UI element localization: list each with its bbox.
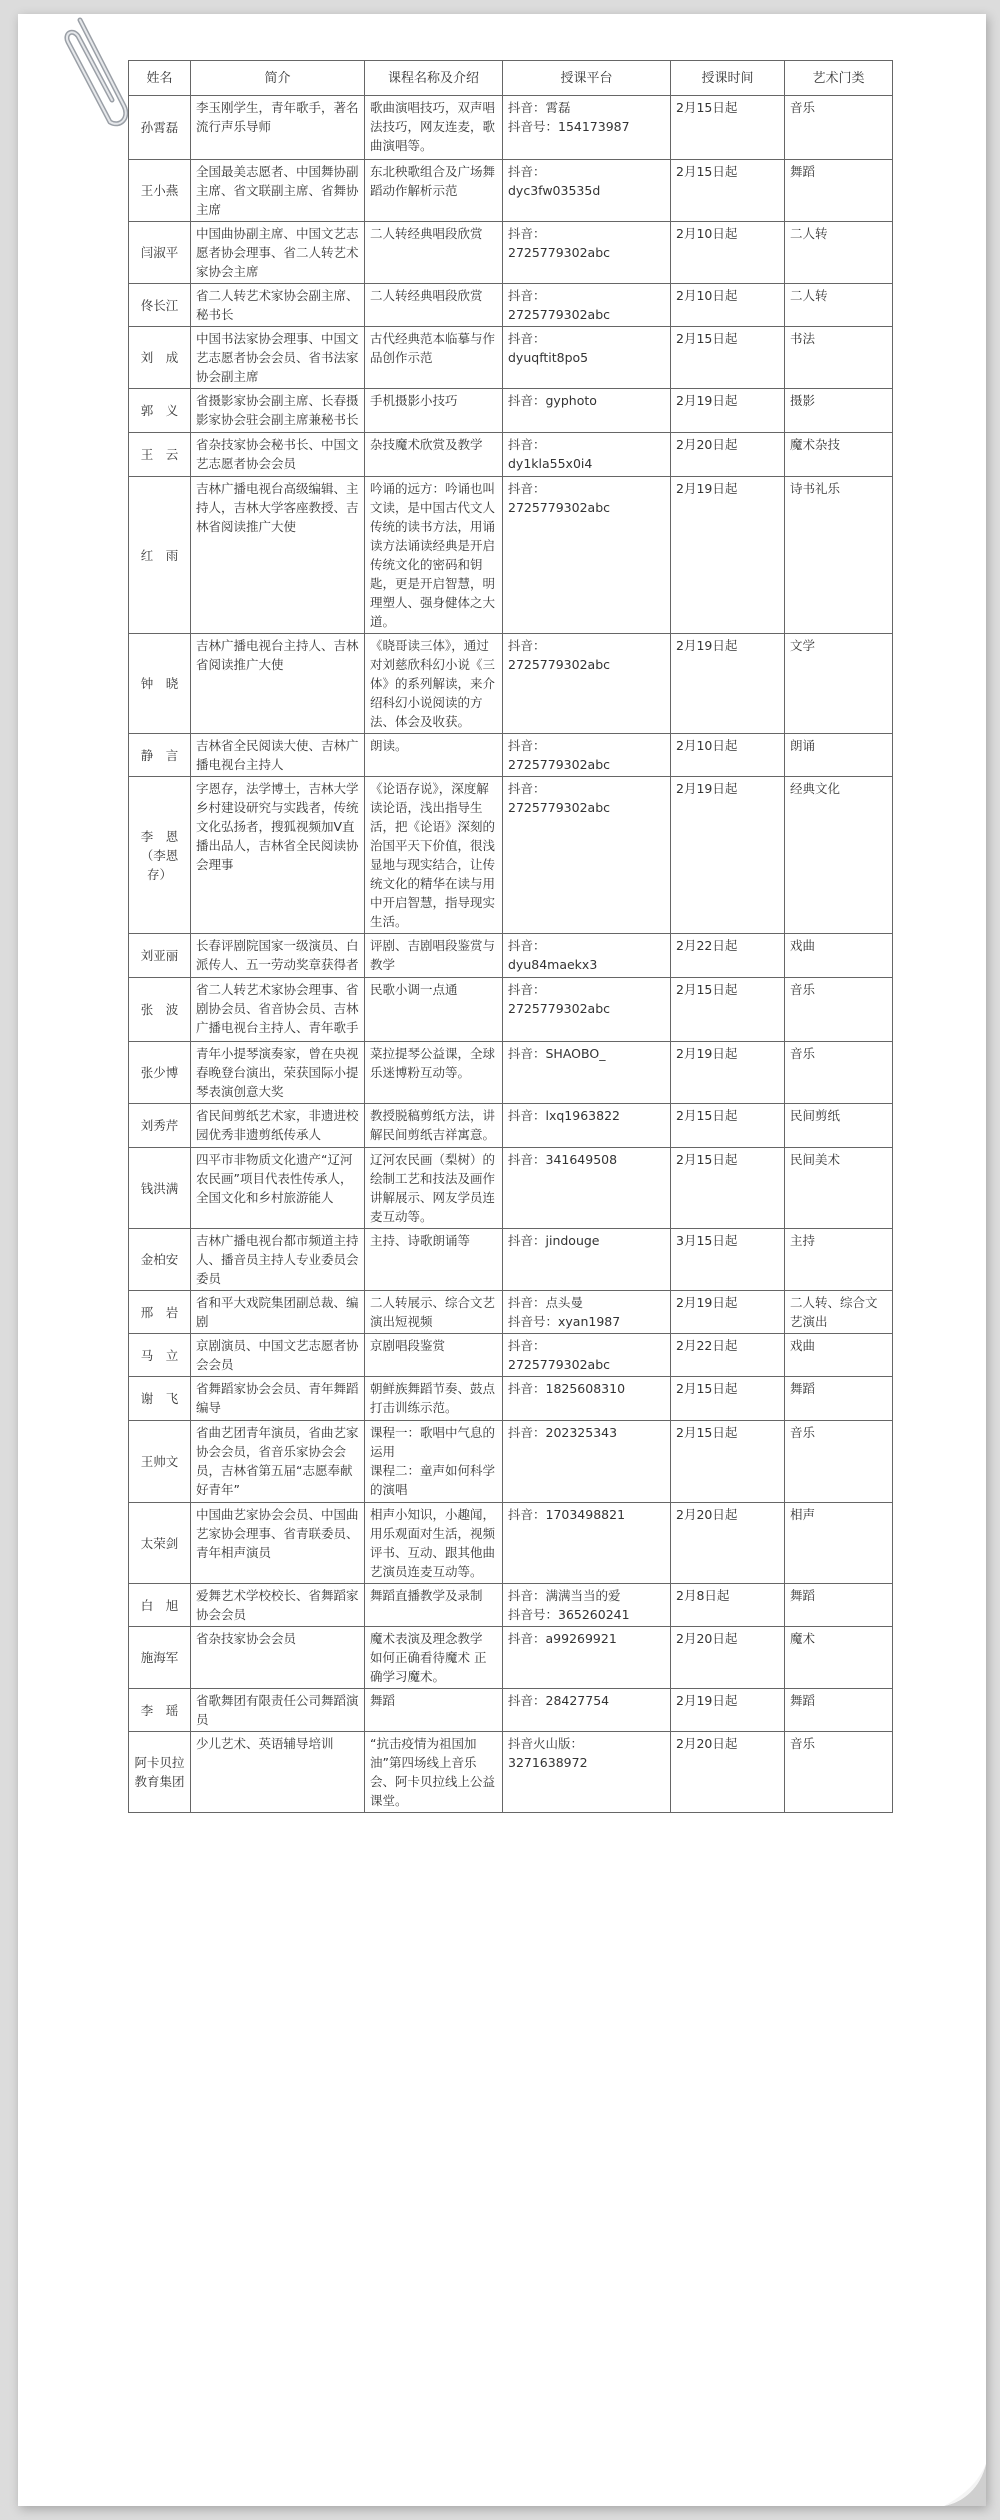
cell-category: 魔术杂技 xyxy=(785,433,893,477)
cell-course: 歌曲演唱技巧，双声唱法技巧，网友连麦，歌曲演唱等。 xyxy=(365,96,503,160)
cell-name: 王帅文 xyxy=(129,1421,191,1503)
table-body xyxy=(129,96,893,1813)
cell-category: 摄影 xyxy=(785,389,893,433)
cell-intro: 京剧演员、中国文艺志愿者协会会员 xyxy=(191,1334,365,1377)
cell-course: “抗击疫情为祖国加油”第四场线上音乐会、阿卡贝拉线上公益课堂。 xyxy=(365,1732,503,1813)
cell-course: 教授脱稿剪纸方法，讲解民间剪纸吉祥寓意。 xyxy=(365,1104,503,1148)
cell-intro: 少儿艺术、英语辅导培训 xyxy=(191,1732,365,1813)
cell-category: 民间美术 xyxy=(785,1148,893,1229)
cell-name: 静 言 xyxy=(129,734,191,777)
table-row xyxy=(129,1148,893,1229)
cell-intro: 中国书法家协会理事、中国文艺志愿者协会会员、省书法家协会副主席 xyxy=(191,327,365,389)
cell-time: 2月19日起 xyxy=(671,1042,785,1104)
cell-course: 京剧唱段鉴赏 xyxy=(365,1334,503,1377)
document-page xyxy=(18,14,986,2506)
cell-course: 朝鲜族舞蹈节奏、鼓点打击训练示范。 xyxy=(365,1377,503,1421)
table-row xyxy=(129,1689,893,1732)
cell-category: 音乐 xyxy=(785,1732,893,1813)
cell-name: 王小燕 xyxy=(129,160,191,222)
cell-course: 二人转经典唱段欣赏 xyxy=(365,222,503,284)
cell-name: 张少博 xyxy=(129,1042,191,1104)
table-row xyxy=(129,777,893,934)
page-curl-icon xyxy=(944,2464,986,2506)
paperclip-icon xyxy=(46,14,136,134)
cell-intro: 省歌舞团有限责任公司舞蹈演员 xyxy=(191,1689,365,1732)
cell-time: 2月20日起 xyxy=(671,433,785,477)
cell-category: 主持 xyxy=(785,1229,893,1291)
cell-platform: 抖音：202325343 xyxy=(503,1421,671,1503)
cell-course: 吟诵的远方：吟诵也叫文读，是中国古代文人传统的读书方法，用诵读方法诵读经典是开启传统文化的密码和钥匙，更是开启智慧，明理塑人、强身健体之大道。 xyxy=(365,477,503,634)
cell-intro: 省摄影家协会副主席、长春摄影家协会驻会副主席兼秘书长 xyxy=(191,389,365,433)
cell-intro: 吉林广播电视台主持人、吉林省阅读推广大使 xyxy=(191,634,365,734)
cell-platform: 抖音：lxq1963822 xyxy=(503,1104,671,1148)
cell-name: 钱洪满 xyxy=(129,1148,191,1229)
cell-name: 马 立 xyxy=(129,1334,191,1377)
cell-course: 二人转展示、综合文艺演出短视频 xyxy=(365,1291,503,1334)
cell-time: 2月22日起 xyxy=(671,934,785,978)
cell-course: 课程一：歌唱中气息的运用 课程二：童声如何科学的演唱 xyxy=(365,1421,503,1503)
cell-intro: 省二人转艺术家协会理事、省剧协会员、省音协会员、吉林广播电视台主持人、青年歌手 xyxy=(191,978,365,1042)
cell-course: 古代经典范本临摹与作品创作示范 xyxy=(365,327,503,389)
cell-platform: 抖音：28427754 xyxy=(503,1689,671,1732)
table-row xyxy=(129,1627,893,1689)
table-row xyxy=(129,634,893,734)
cell-time: 2月19日起 xyxy=(671,634,785,734)
cell-platform: 抖音：1825608310 xyxy=(503,1377,671,1421)
cell-category: 朗诵 xyxy=(785,734,893,777)
cell-name: 邢 岩 xyxy=(129,1291,191,1334)
cell-intro: 吉林广播电视台都市频道主持人、播音员主持人专业委员会委员 xyxy=(191,1229,365,1291)
cell-name: 白 旭 xyxy=(129,1584,191,1627)
cell-time: 2月19日起 xyxy=(671,777,785,934)
cell-intro: 省杂技家协会会员 xyxy=(191,1627,365,1689)
table-row xyxy=(129,1334,893,1377)
cell-intro: 吉林广播电视台高级编辑、主持人，吉林大学客座教授、吉林省阅读推广大使 xyxy=(191,477,365,634)
table-row xyxy=(129,284,893,327)
table-row xyxy=(129,1042,893,1104)
table-row xyxy=(129,96,893,160)
cell-intro: 省民间剪纸艺术家，非遗进校园优秀非遗剪纸传承人 xyxy=(191,1104,365,1148)
cell-course: 魔术表演及理念教学 如何正确看待魔术 正确学习魔术。 xyxy=(365,1627,503,1689)
cell-name: 金柏安 xyxy=(129,1229,191,1291)
cell-time: 2月20日起 xyxy=(671,1627,785,1689)
cell-name: 阿卡贝拉教育集团 xyxy=(129,1732,191,1813)
cell-category: 书法 xyxy=(785,327,893,389)
header-category: 艺术门类 xyxy=(785,61,893,96)
table-row xyxy=(129,1732,893,1813)
table-row xyxy=(129,1421,893,1503)
course-table xyxy=(128,60,893,1813)
cell-intro: 字恩存，法学博士，吉林大学乡村建设研究与实践者，传统文化弘扬者，搜狐视频加V直播出品人，吉林省全民阅读协会理事 xyxy=(191,777,365,934)
cell-category: 舞蹈 xyxy=(785,1584,893,1627)
cell-time: 2月15日起 xyxy=(671,327,785,389)
cell-time: 2月22日起 xyxy=(671,1334,785,1377)
cell-intro: 中国曲艺家协会会员、中国曲艺家协会理事、省青联委员、青年相声演员 xyxy=(191,1503,365,1584)
cell-category: 音乐 xyxy=(785,1042,893,1104)
cell-platform: 抖音： 2725779302abc xyxy=(503,777,671,934)
cell-category: 相声 xyxy=(785,1503,893,1584)
cell-time: 2月10日起 xyxy=(671,284,785,327)
cell-platform: 抖音：点头曼 抖音号：xyan1987 xyxy=(503,1291,671,1334)
cell-intro: 省舞蹈家协会会员、青年舞蹈编导 xyxy=(191,1377,365,1421)
cell-platform: 抖音： 2725779302abc xyxy=(503,1334,671,1377)
cell-time: 2月10日起 xyxy=(671,222,785,284)
table-row xyxy=(129,477,893,634)
cell-platform: 抖音： 2725779302abc xyxy=(503,734,671,777)
cell-name: 佟长江 xyxy=(129,284,191,327)
cell-name: 闫淑平 xyxy=(129,222,191,284)
cell-platform: 抖音：霄磊 抖音号：154173987 xyxy=(503,96,671,160)
cell-course: 评剧、吉剧唱段鉴赏与教学 xyxy=(365,934,503,978)
cell-name: 王 云 xyxy=(129,433,191,477)
table-row xyxy=(129,1377,893,1421)
cell-intro: 吉林省全民阅读大使、吉林广播电视台主持人 xyxy=(191,734,365,777)
cell-course: 东北秧歌组合及广场舞蹈动作解析示范 xyxy=(365,160,503,222)
cell-platform: 抖音：1703498821 xyxy=(503,1503,671,1584)
cell-platform: 抖音： 2725779302abc xyxy=(503,222,671,284)
table-row xyxy=(129,433,893,477)
cell-platform: 抖音： dyc3fw03535d xyxy=(503,160,671,222)
cell-intro: 省杂技家协会秘书长、中国文艺志愿者协会会员 xyxy=(191,433,365,477)
cell-category: 二人转 xyxy=(785,222,893,284)
table-row xyxy=(129,934,893,978)
table-row xyxy=(129,1104,893,1148)
cell-course: 朗读。 xyxy=(365,734,503,777)
cell-category: 经典文化 xyxy=(785,777,893,934)
cell-intro: 长春评剧院国家一级演员、白派传人、五一劳动奖章获得者 xyxy=(191,934,365,978)
table-row xyxy=(129,1229,893,1291)
cell-time: 2月10日起 xyxy=(671,734,785,777)
cell-time: 2月15日起 xyxy=(671,96,785,160)
cell-intro: 省曲艺团青年演员，省曲艺家协会会员，省音乐家协会会员，吉林省第五届“志愿奉献好青年” xyxy=(191,1421,365,1503)
cell-name: 张 波 xyxy=(129,978,191,1042)
cell-intro: 省二人转艺术家协会副主席、秘书长 xyxy=(191,284,365,327)
cell-time: 2月19日起 xyxy=(671,1291,785,1334)
cell-time: 2月19日起 xyxy=(671,477,785,634)
cell-name: 刘 成 xyxy=(129,327,191,389)
cell-category: 二人转 xyxy=(785,284,893,327)
table-row xyxy=(129,1584,893,1627)
cell-name: 谢 飞 xyxy=(129,1377,191,1421)
cell-intro: 四平市非物质文化遗产“辽河农民画”项目代表性传承人，全国文化和乡村旅游能人 xyxy=(191,1148,365,1229)
cell-category: 文学 xyxy=(785,634,893,734)
cell-course: 民歌小调一点通 xyxy=(365,978,503,1042)
cell-time: 2月8日起 xyxy=(671,1584,785,1627)
cell-platform: 抖音： dyu84maekx3 xyxy=(503,934,671,978)
table-row xyxy=(129,1503,893,1584)
header-name: 姓名 xyxy=(129,61,191,96)
cell-name: 郭 义 xyxy=(129,389,191,433)
cell-name: 李 恩 （李恩存） xyxy=(129,777,191,934)
cell-intro: 青年小提琴演奏家，曾在央视春晚登台演出，荣获国际小提琴表演创意大奖 xyxy=(191,1042,365,1104)
cell-time: 3月15日起 xyxy=(671,1229,785,1291)
cell-name: 红 雨 xyxy=(129,477,191,634)
cell-platform: 抖音火山版： 3271638972 xyxy=(503,1732,671,1813)
cell-name: 刘秀芹 xyxy=(129,1104,191,1148)
table-row xyxy=(129,160,893,222)
cell-platform: 抖音：gyphoto xyxy=(503,389,671,433)
cell-platform: 抖音：341649508 xyxy=(503,1148,671,1229)
cell-time: 2月20日起 xyxy=(671,1732,785,1813)
cell-platform: 抖音：满满当当的爱 抖音号：365260241 xyxy=(503,1584,671,1627)
cell-course: 手机摄影小技巧 xyxy=(365,389,503,433)
cell-name: 李 瑶 xyxy=(129,1689,191,1732)
cell-category: 舞蹈 xyxy=(785,1689,893,1732)
cell-time: 2月20日起 xyxy=(671,1503,785,1584)
cell-platform: 抖音：jindouge xyxy=(503,1229,671,1291)
header-time: 授课时间 xyxy=(671,61,785,96)
cell-intro: 省和平大戏院集团副总裁、编剧 xyxy=(191,1291,365,1334)
table-row xyxy=(129,978,893,1042)
cell-time: 2月19日起 xyxy=(671,1689,785,1732)
cell-time: 2月15日起 xyxy=(671,160,785,222)
table-row xyxy=(129,1291,893,1334)
cell-category: 魔术 xyxy=(785,1627,893,1689)
cell-platform: 抖音： 2725779302abc xyxy=(503,978,671,1042)
cell-platform: 抖音：SHAOBO_ xyxy=(503,1042,671,1104)
table-header-row xyxy=(129,61,893,96)
cell-name: 孙霄磊 xyxy=(129,96,191,160)
cell-time: 2月15日起 xyxy=(671,1104,785,1148)
cell-category: 音乐 xyxy=(785,1421,893,1503)
cell-category: 音乐 xyxy=(785,96,893,160)
cell-name: 钟 晓 xyxy=(129,634,191,734)
cell-course: 《论语存说》，深度解读论语，浅出指导生活，把《论语》深刻的治国平天下价值，很浅显地与现实结合，让传统文化的精华在读与用中开启智慧，指导现实生活。 xyxy=(365,777,503,934)
cell-intro: 中国曲协副主席、中国文艺志愿者协会理事、省二人转艺术家协会主席 xyxy=(191,222,365,284)
cell-category: 音乐 xyxy=(785,978,893,1042)
cell-intro: 全国最美志愿者、中国舞协副主席、省文联副主席、省舞协主席 xyxy=(191,160,365,222)
cell-time: 2月15日起 xyxy=(671,1148,785,1229)
cell-category: 诗书礼乐 xyxy=(785,477,893,634)
cell-intro: 爱舞艺术学校校长、省舞蹈家协会会员 xyxy=(191,1584,365,1627)
cell-time: 2月15日起 xyxy=(671,1377,785,1421)
cell-course: 舞蹈直播教学及录制 xyxy=(365,1584,503,1627)
header-platform: 授课平台 xyxy=(503,61,671,96)
cell-category: 二人转、综合文艺演出 xyxy=(785,1291,893,1334)
cell-platform: 抖音： 2725779302abc xyxy=(503,284,671,327)
cell-name: 刘亚丽 xyxy=(129,934,191,978)
cell-course: 《晓哥读三体》，通过对刘慈欣科幻小说《三体》的系列解读，来介绍科幻小说阅读的方法、体会及收获。 xyxy=(365,634,503,734)
cell-category: 戏曲 xyxy=(785,934,893,978)
cell-category: 戏曲 xyxy=(785,1334,893,1377)
cell-course: 菜拉提琴公益课，全球乐迷博粉互动等。 xyxy=(365,1042,503,1104)
cell-category: 民间剪纸 xyxy=(785,1104,893,1148)
table-row xyxy=(129,222,893,284)
cell-time: 2月15日起 xyxy=(671,1421,785,1503)
header-course: 课程名称及介绍 xyxy=(365,61,503,96)
cell-time: 2月19日起 xyxy=(671,389,785,433)
cell-time: 2月15日起 xyxy=(671,978,785,1042)
table-row xyxy=(129,734,893,777)
table-row xyxy=(129,389,893,433)
cell-course: 舞蹈 xyxy=(365,1689,503,1732)
cell-platform: 抖音： 2725779302abc xyxy=(503,477,671,634)
cell-platform: 抖音： 2725779302abc xyxy=(503,634,671,734)
cell-course: 主持、诗歌朗诵等 xyxy=(365,1229,503,1291)
cell-platform: 抖音： dyuqftit8po5 xyxy=(503,327,671,389)
cell-name: 施海军 xyxy=(129,1627,191,1689)
cell-course: 相声小知识，小趣闻，用乐观面对生活，视频评书、互动、跟其他曲艺演员连麦互动等。 xyxy=(365,1503,503,1584)
cell-course: 辽河农民画（梨树）的绘制工艺和技法及画作讲解展示、网友学员连麦互动等。 xyxy=(365,1148,503,1229)
cell-platform: 抖音：a99269921 xyxy=(503,1627,671,1689)
table-row xyxy=(129,327,893,389)
cell-course: 二人转经典唱段欣赏 xyxy=(365,284,503,327)
cell-category: 舞蹈 xyxy=(785,160,893,222)
cell-category: 舞蹈 xyxy=(785,1377,893,1421)
cell-platform: 抖音： dy1kla55x0i4 xyxy=(503,433,671,477)
cell-intro: 李玉刚学生，青年歌手，著名流行声乐导师 xyxy=(191,96,365,160)
cell-course: 杂技魔术欣赏及教学 xyxy=(365,433,503,477)
cell-name: 太荣剑 xyxy=(129,1503,191,1584)
header-intro: 简介 xyxy=(191,61,365,96)
